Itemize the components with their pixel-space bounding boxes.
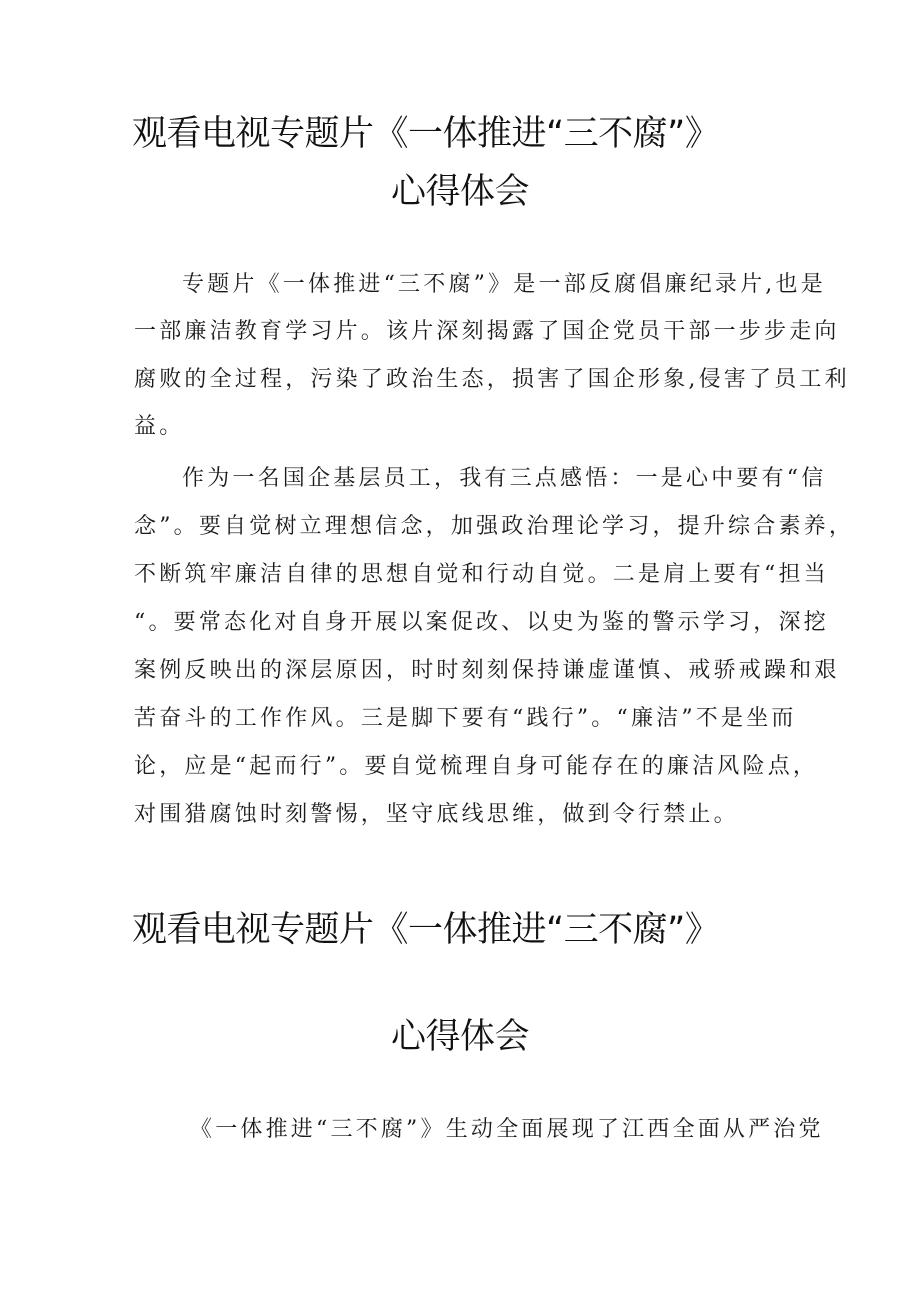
article1-p1-line1: 专题片《一体推进“三不腐”》是一部反腐倡廉纪录片,也是 bbox=[182, 272, 826, 297]
article1-title-line1: 观看电视专题片《一体推进“三不腐”》 bbox=[132, 114, 720, 154]
article1-p2-line3: 不断筑牢廉洁自律的思想自觉和行动自觉。二是肩上要有“担当 bbox=[134, 562, 829, 587]
article2-title-line1: 观看电视专题片《一体推进“三不腐”》 bbox=[132, 910, 720, 950]
article1-p2-line5: 案例反映出的深层原因，时时刻刻保持谦虚谨慎、戒骄戒躁和艰 bbox=[134, 658, 840, 683]
article1-p1-line3: 腐败的全过程，污染了政治生态，损害了国企形象,侵害了员工利 bbox=[134, 367, 850, 392]
article1-p2-line7: 论，应是“起而行”。要自觉梳理自身可能存在的廉洁风险点， bbox=[134, 754, 819, 779]
article1-p1-line4: 益。 bbox=[134, 414, 185, 439]
article1-p2-line8: 对围猎腐蚀时刻警惕，坚守底线思维，做到令行禁止。 bbox=[134, 802, 739, 827]
article2-title-line2: 心得体会 bbox=[390, 1017, 529, 1057]
article1-p2-line4: “。要常态化对自身开展以案促改、以史为鉴的警示学习，深挖 bbox=[134, 610, 829, 635]
article1-p2-line6: 苦奋斗的工作作风。三是脚下要有“践行”。“廉洁”不是坐而 bbox=[134, 706, 797, 731]
article1-p2-line2: 念”。要自觉树立理想信念，加强政治理论学习，提升综合素养， bbox=[134, 514, 855, 539]
article1-p2-line1: 作为一名国企基层员工，我有三点感悟：一是心中要有“信 bbox=[182, 466, 827, 491]
article1-title-line2: 心得体会 bbox=[390, 172, 529, 212]
article2-p1-line1: 《一体推进“三不腐”》生动全面展现了江西全面从严治党 bbox=[190, 1117, 824, 1142]
article1-p1-line2: 一部廉洁教育学习片。该片深刻揭露了国企党员干部一步步走向 bbox=[134, 319, 840, 344]
